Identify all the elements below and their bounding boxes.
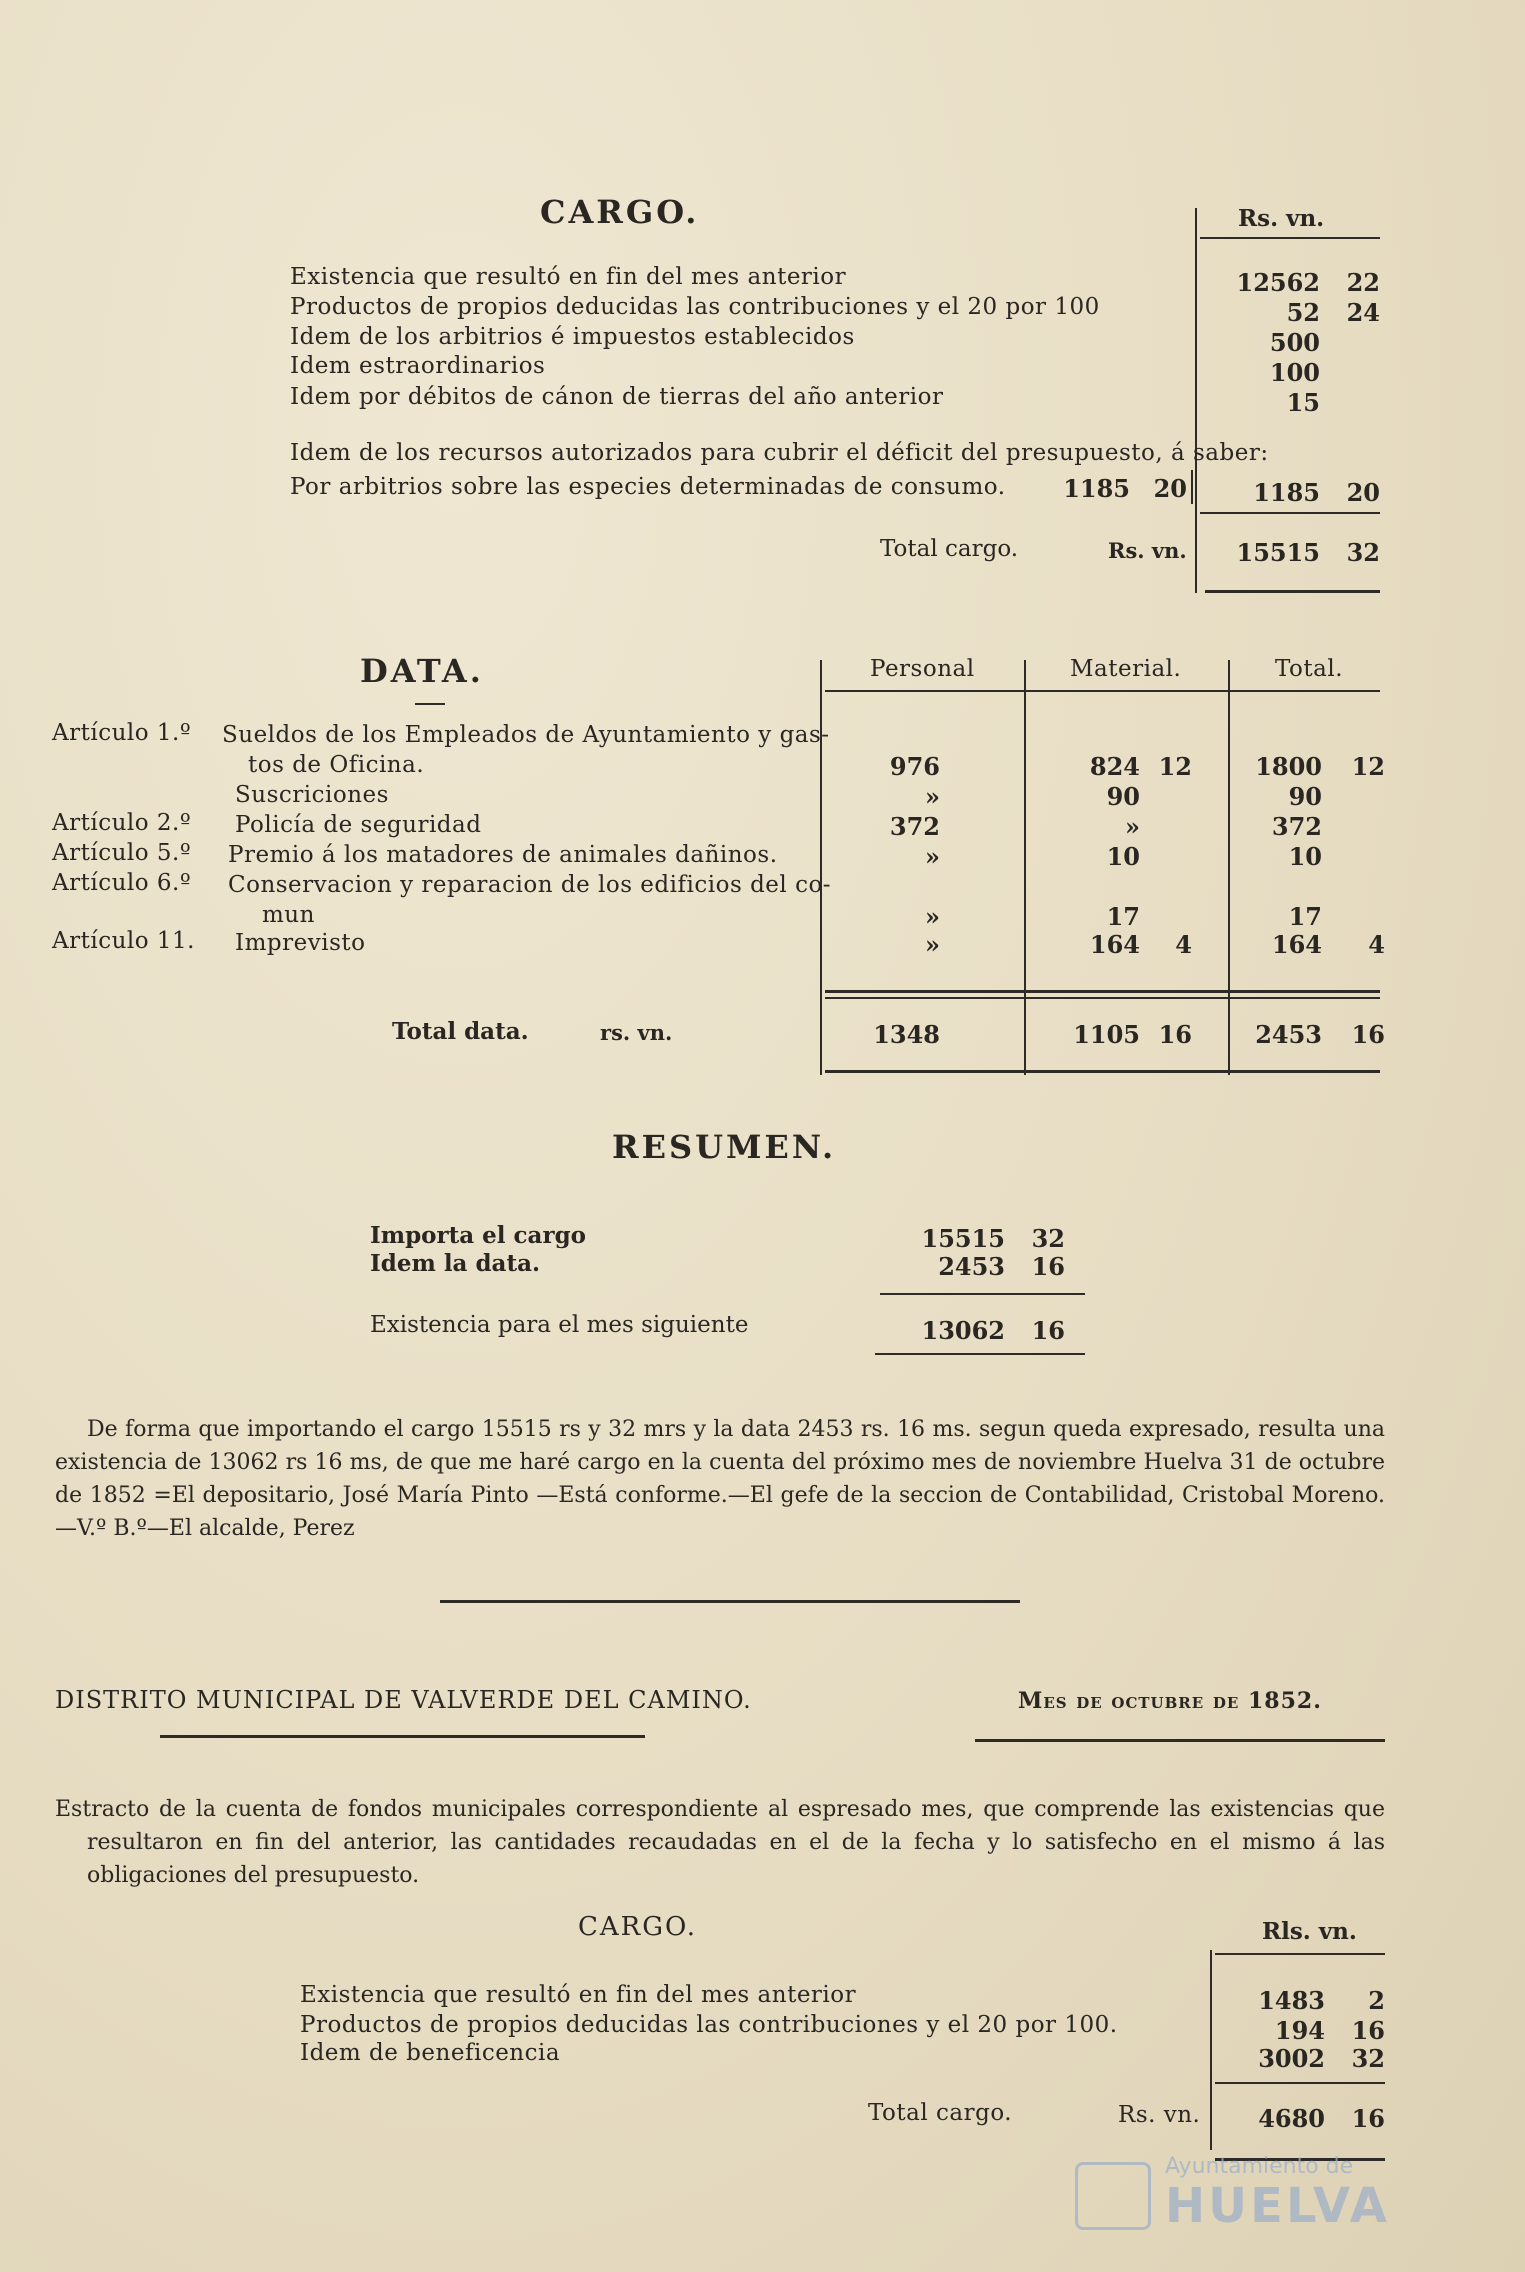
data-total-rs: 17	[1288, 902, 1322, 931]
district-sum-rule	[1215, 2082, 1385, 2084]
data-article: Artículo 5.º	[52, 840, 192, 866]
data-title: DATA.	[360, 652, 484, 690]
data-article: Artículo 1.º	[52, 720, 192, 746]
data-total-ms: 4	[1368, 930, 1385, 959]
data-total-ms: 12	[1351, 752, 1385, 781]
data-row-label: Suscriciones	[235, 782, 389, 808]
cargo-rs: 100	[1269, 358, 1320, 387]
data-total-rule	[1228, 660, 1230, 1075]
closing-paragraph: De forma que importando el cargo 15515 rs y 32 mrs y la data 2453 rs. 16 ms. segun queda expresado, resulta una existencia de 13062 rs 16 ms, de que me haré cargo en la cuenta del próximo mes de noviembre Huelva 31 de octubre de 1852 =El depositario, José María Pinto —Está conforme.—El gefe de la seccion de Contabilidad, Cristobal Moreno.—V.º B.º—El alcalde, Perez	[55, 1417, 1385, 1541]
cargo-row-label: Existencia que resultó en fin del mes anterior	[290, 264, 847, 290]
district-total-ms: 16	[1351, 2104, 1385, 2133]
cargo-arbitrios-ms: 20	[1346, 478, 1380, 507]
data-row-label: Policía de seguridad	[235, 812, 482, 838]
data-personal: 976	[889, 752, 940, 781]
data-article: Artículo 6.º	[52, 870, 192, 896]
data-total-rs: 1800	[1255, 752, 1322, 781]
cargo-row-label: Idem de los arbitrios é impuestos establecidos	[290, 324, 855, 350]
resumen-row-label: Importa el cargo	[370, 1222, 586, 1249]
resumen-ms: 16	[1031, 1252, 1065, 1281]
district-title-rule	[160, 1735, 645, 1738]
district-rs: 194	[1274, 2016, 1325, 2045]
cargo-row-label: Idem por débitos de cánon de tierras del año anterior	[290, 384, 944, 410]
archive-watermark	[1075, 2154, 1445, 2244]
district-rs: 3002	[1258, 2044, 1325, 2073]
cargo-recursos-label: Idem de los recursos autorizados para cubrir el déficit del presupuesto, á saber:	[290, 440, 1269, 466]
resumen-title: RESUMEN.	[612, 1128, 837, 1166]
cargo-inner-rule	[1191, 470, 1193, 504]
data-total-total-rs: 2453	[1255, 1020, 1322, 1049]
cargo-row-label: Idem estraordinarios	[290, 353, 546, 379]
cargo-total-rule	[1205, 590, 1380, 593]
resumen-bottom-rule	[875, 1353, 1085, 1355]
cargo-row-label: Productos de propios deducidas las contribuciones y el 20 por 100	[290, 294, 1100, 320]
data-total-label: Total data.	[392, 1018, 529, 1045]
data-material-ms: 12	[1158, 752, 1192, 781]
district-ms: 32	[1351, 2044, 1385, 2073]
watermark-line2: HUELVA	[1165, 2178, 1390, 2234]
district-ms: 2	[1368, 1986, 1385, 2015]
data-header-rule	[825, 690, 1380, 692]
district-column-header: Rls. vn.	[1262, 1918, 1357, 1945]
cargo-rs: 15	[1286, 388, 1320, 417]
data-total-personal: 1348	[873, 1020, 940, 1049]
data-material-rule	[1024, 660, 1026, 1075]
resumen-ms: 32	[1031, 1224, 1065, 1253]
cargo-vertical-rule	[1195, 208, 1197, 593]
resumen-row-label: Idem la data.	[370, 1250, 540, 1277]
data-row-label: Premio á los matadores de animales dañinos.	[228, 842, 778, 868]
cargo-rs: 12562	[1236, 268, 1320, 297]
data-header-material: Material.	[1070, 656, 1182, 682]
data-total-rs: 164	[1271, 930, 1322, 959]
data-total-rs: 372	[1271, 812, 1322, 841]
data-sum-rule	[825, 990, 1380, 993]
cargo-header-rule	[1200, 237, 1380, 239]
district-row-label: Idem de beneficencia	[300, 2040, 561, 2066]
data-row-label: tos de Oficina.	[248, 752, 425, 778]
resumen-rs: 15515	[921, 1224, 1005, 1253]
cargo-arbitrios-inner-rs: 1185	[1063, 474, 1130, 503]
data-row-label: mun	[262, 902, 315, 928]
district-intro: Estracto de la cuenta de fondos municipales correspondiente al espresado mes, que comprende las existencias que resultaron en fin del anterior, las cantidades recaudadas en el de la fecha y lo satisfecho en el mismo á las obligaciones del presupuesto.	[55, 1797, 1385, 1888]
cargo-arbitrios-label: Por arbitrios sobre las especies determinadas de consumo.	[290, 474, 1006, 500]
district-header-rule	[1215, 1953, 1385, 1955]
data-material-rs: »	[1125, 812, 1140, 841]
data-material-rs: 90	[1106, 782, 1140, 811]
data-sum-rule-double	[825, 997, 1380, 999]
data-material-rs: 17	[1106, 902, 1140, 931]
data-bottom-rule	[825, 1070, 1380, 1073]
cargo-arbitrios-rs: 1185	[1253, 478, 1320, 507]
cargo-total-unit: Rs. vn.	[1108, 538, 1187, 563]
data-material-rs: 824	[1089, 752, 1140, 781]
district-cargo-title: CARGO.	[578, 1912, 698, 1942]
resumen-rs: 2453	[938, 1252, 1005, 1281]
data-total-rs: 10	[1288, 842, 1322, 871]
district-total-rs: 4680	[1258, 2104, 1325, 2133]
data-header-personal: Personal	[870, 656, 975, 682]
data-total-unit: rs. vn.	[600, 1020, 673, 1045]
data-article: Artículo 2.º	[52, 810, 192, 836]
cargo-ms: 22	[1346, 268, 1380, 297]
data-total-material-ms: 16	[1158, 1020, 1192, 1049]
data-personal: 372	[889, 812, 940, 841]
resumen-existencia-ms: 16	[1031, 1316, 1065, 1345]
district-row-label: Productos de propios deducidas las contribuciones y el 20 por 100.	[300, 2012, 1118, 2038]
district-title: DISTRITO MUNICIPAL DE VALVERDE DEL CAMINO.	[55, 1686, 752, 1714]
watermark-line1: Ayuntamiento de	[1165, 2154, 1354, 2179]
district-month: Mes de octubre de 1852.	[1018, 1688, 1322, 1714]
data-personal: »	[925, 842, 940, 871]
cargo-arbitrios-inner-ms: 20	[1153, 474, 1187, 503]
data-title-ornament	[415, 703, 445, 705]
resumen-existencia-rs: 13062	[921, 1316, 1005, 1345]
data-material-rs: 164	[1089, 930, 1140, 959]
data-row-label: Imprevisto	[235, 930, 366, 956]
cargo-ms: 24	[1346, 298, 1380, 327]
district-ms: 16	[1351, 2016, 1385, 2045]
coat-of-arms-icon	[1075, 2162, 1151, 2230]
data-personal: »	[925, 902, 940, 931]
district-total-label: Total cargo.	[868, 2100, 1013, 2126]
cargo-total-label: Total cargo.	[880, 536, 1019, 562]
data-material-rs: 10	[1106, 842, 1140, 871]
data-article: Artículo 11.	[52, 928, 195, 954]
data-personal: »	[925, 782, 940, 811]
data-row-label: Conservacion y reparacion de los edificios del co-	[228, 872, 832, 898]
data-header-total: Total.	[1275, 656, 1344, 682]
cargo-rs: 52	[1286, 298, 1320, 327]
cargo-column-header: Rs. vn.	[1238, 205, 1325, 232]
data-personal: »	[925, 930, 940, 959]
data-total-total-ms: 16	[1351, 1020, 1385, 1049]
cargo-sum-rule	[1200, 512, 1380, 514]
district-vertical-rule	[1210, 1950, 1212, 2150]
resumen-existencia-label: Existencia para el mes siguiente	[370, 1312, 749, 1338]
data-total-material-rs: 1105	[1073, 1020, 1140, 1049]
cargo-total-ms: 32	[1346, 538, 1380, 567]
data-total-rs: 90	[1288, 782, 1322, 811]
cargo-title: CARGO.	[540, 193, 700, 231]
cargo-total-rs: 15515	[1236, 538, 1320, 567]
cargo-rs: 500	[1269, 328, 1320, 357]
data-material-ms: 4	[1175, 930, 1192, 959]
district-month-rule	[975, 1739, 1385, 1742]
resumen-sum-rule	[880, 1293, 1085, 1295]
district-rs: 1483	[1258, 1986, 1325, 2015]
district-row-label: Existencia que resultó en fin del mes anterior	[300, 1982, 857, 2008]
district-total-unit: Rs. vn.	[1118, 2102, 1201, 2128]
data-row-label: Sueldos de los Empleados de Ayuntamiento y gas-	[222, 722, 830, 748]
section-divider	[440, 1600, 1020, 1603]
